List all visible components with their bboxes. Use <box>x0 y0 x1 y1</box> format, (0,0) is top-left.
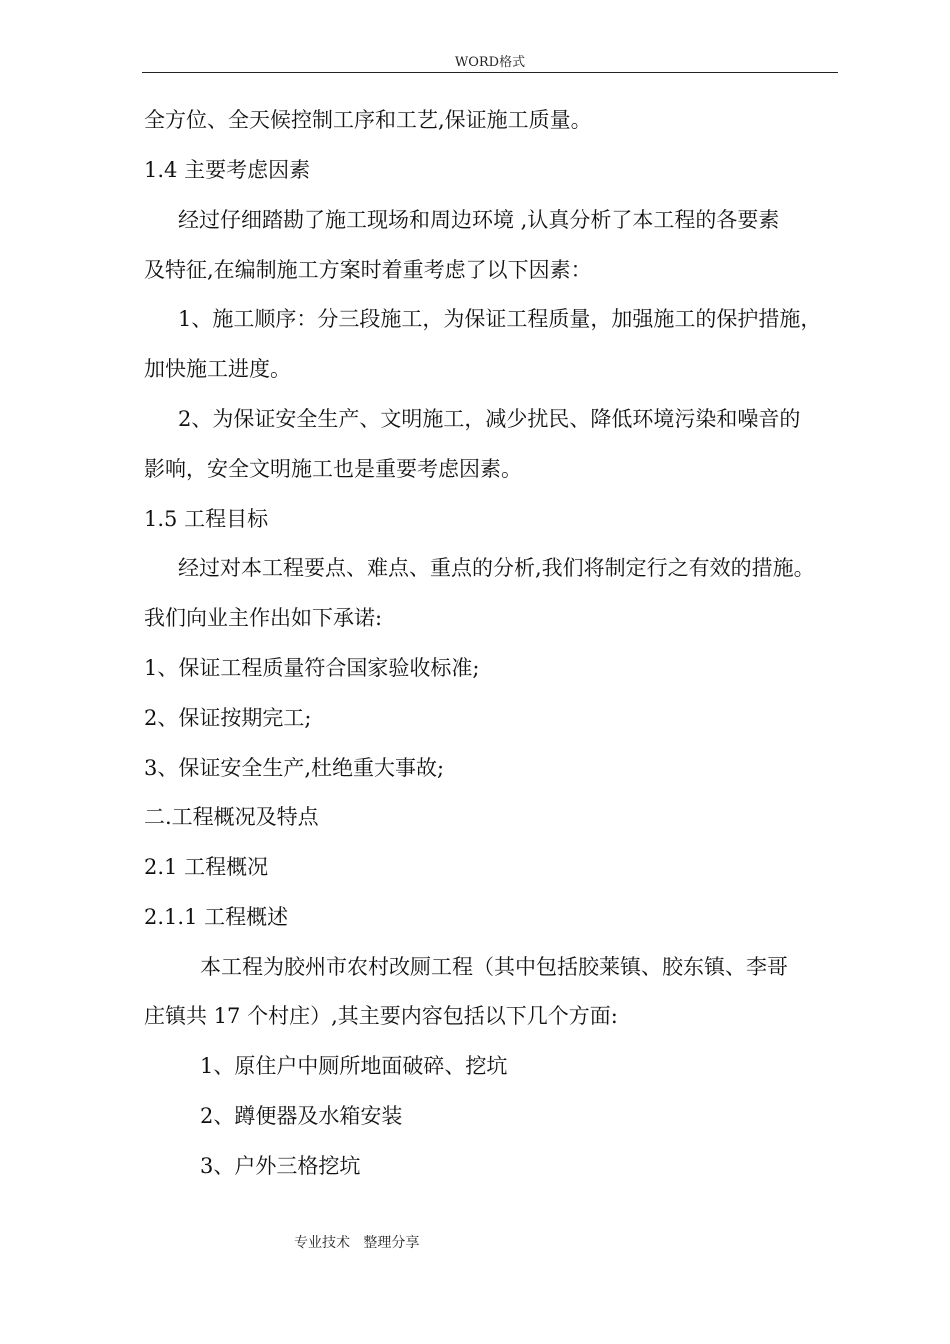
list-item: 2、为保证安全生产、文明施工，减少扰民、降低环境污染和噪音的 <box>178 407 801 431</box>
list-item: 3、保证安全生产,杜绝重大事故; <box>144 756 445 780</box>
body-line: 本工程为胶州市农村改厕工程（其中包括胶莱镇、胶东镇、李哥 <box>200 955 788 979</box>
section-heading: 二.工程概况及特点 <box>144 805 319 829</box>
page-footer: 专业技术 整理分享 <box>294 1235 420 1251</box>
body-line: 经过仔细踏勘了施工现场和周边环境 ,认真分析了本工程的各要素 <box>178 208 780 232</box>
list-item: 2、蹲便器及水箱安装 <box>200 1104 403 1128</box>
body-line: 经过对本工程要点、难点、重点的分析,我们将制定行之有效的措施。 <box>178 556 815 580</box>
list-item: 1、原住户中厕所地面破碎、挖坑 <box>200 1054 508 1078</box>
section-heading: 1.4 主要考虑因素 <box>144 158 311 182</box>
list-item: 1、施工顺序：分三段施工，为保证工程质量，加强施工的保护措施， <box>178 307 822 331</box>
body-line: 全方位、全天候控制工序和工艺,保证施工质量。 <box>144 108 592 132</box>
section-heading: 1.5 工程目标 <box>144 507 269 531</box>
list-item: 1、保证工程质量符合国家验收标准; <box>144 656 480 680</box>
body-line: 影响，安全文明施工也是重要考虑因素。 <box>144 457 522 481</box>
body-line: 及特征,在编制施工方案时着重考虑了以下因素： <box>144 258 592 282</box>
list-item: 3、户外三格挖坑 <box>200 1154 361 1178</box>
list-item: 2、保证按期完工; <box>144 706 312 730</box>
body-line: 加快施工进度。 <box>144 357 291 381</box>
header-divider <box>142 72 838 73</box>
section-heading: 2.1 工程概况 <box>144 855 269 879</box>
header-title: WORD格式 <box>454 55 526 70</box>
body-line: 庄镇共 17 个村庄）,其主要内容包括以下几个方面: <box>144 1004 618 1028</box>
body-line: 我们向业主作出如下承诺: <box>144 606 383 630</box>
section-heading: 2.1.1 工程概述 <box>144 905 289 929</box>
